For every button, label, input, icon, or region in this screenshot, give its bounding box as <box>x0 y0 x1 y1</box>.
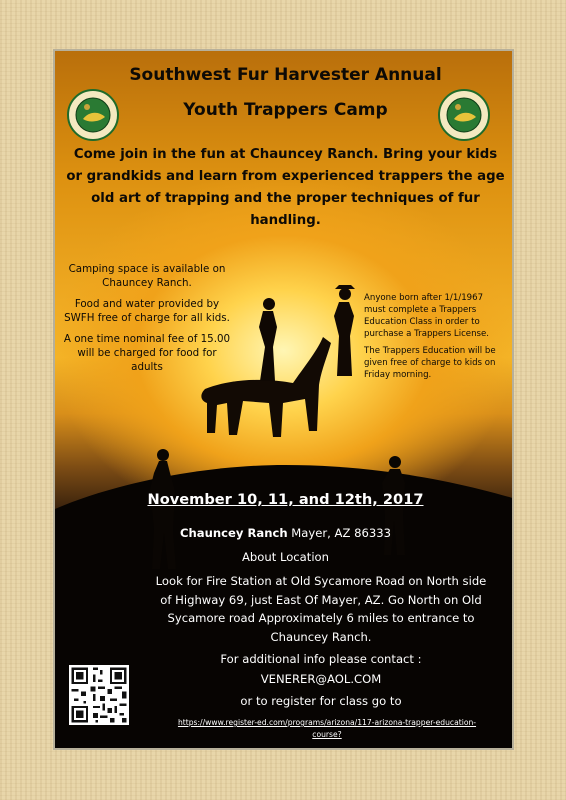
directions-text: Look for Fire Station at Old Sycamore Road on North side of Highway 69, just East Of Mayer, AZ. Go North on Old Sycamore road Approximately 6 miles to entrance to Chauncey Ranch. <box>155 574 487 644</box>
trapper-education-info <box>364 292 502 386</box>
registration-link[interactable]: https://www.register-ed.com/programs/arizona/117-arizona-trapper-education-course? <box>177 718 477 739</box>
food-water-text: Food and water provided by SWFH free of charge for all kids. <box>64 298 230 324</box>
qr-code <box>69 665 129 725</box>
contact-email: VENERER@AOL.COM <box>260 672 382 686</box>
register-text: or to register for class go to <box>240 694 402 708</box>
adult-fee-text: A one time nominal fee of 15.00 will be charged for food for adults <box>63 333 231 373</box>
camping-space-text: Camping space is available on Chauncey Ranch. <box>68 263 226 289</box>
about-location-heading: About Location <box>242 550 329 564</box>
event-flyer <box>53 49 514 750</box>
ranch-location <box>55 526 514 540</box>
free-education-text: The Trappers Education will be given free of charge to kids on Friday morning. <box>364 346 496 380</box>
ranch-name: Chauncey Ranch <box>180 526 288 540</box>
contact-text: For additional info please contact : <box>220 652 422 666</box>
license-requirement-text: Anyone born after 1/1/1967 must complete a Trappers Education Class in order to purchase a Trappers License. <box>364 293 490 339</box>
camping-info <box>63 262 231 381</box>
flyer-title-line-2: Youth Trappers Camp <box>183 100 388 120</box>
ranch-address: Mayer, AZ 86333 <box>287 526 391 540</box>
event-date: November 10, 11, and 12th, 2017 <box>147 491 424 508</box>
intro-text: Come join in the fun at Chauncey Ranch. Bring your kids or grandkids and learn from experienced trappers the age old art of trapping and the proper techniques of fur handling. <box>66 147 505 228</box>
flyer-title-line-1: Southwest Fur Harvester Annual <box>129 65 442 85</box>
